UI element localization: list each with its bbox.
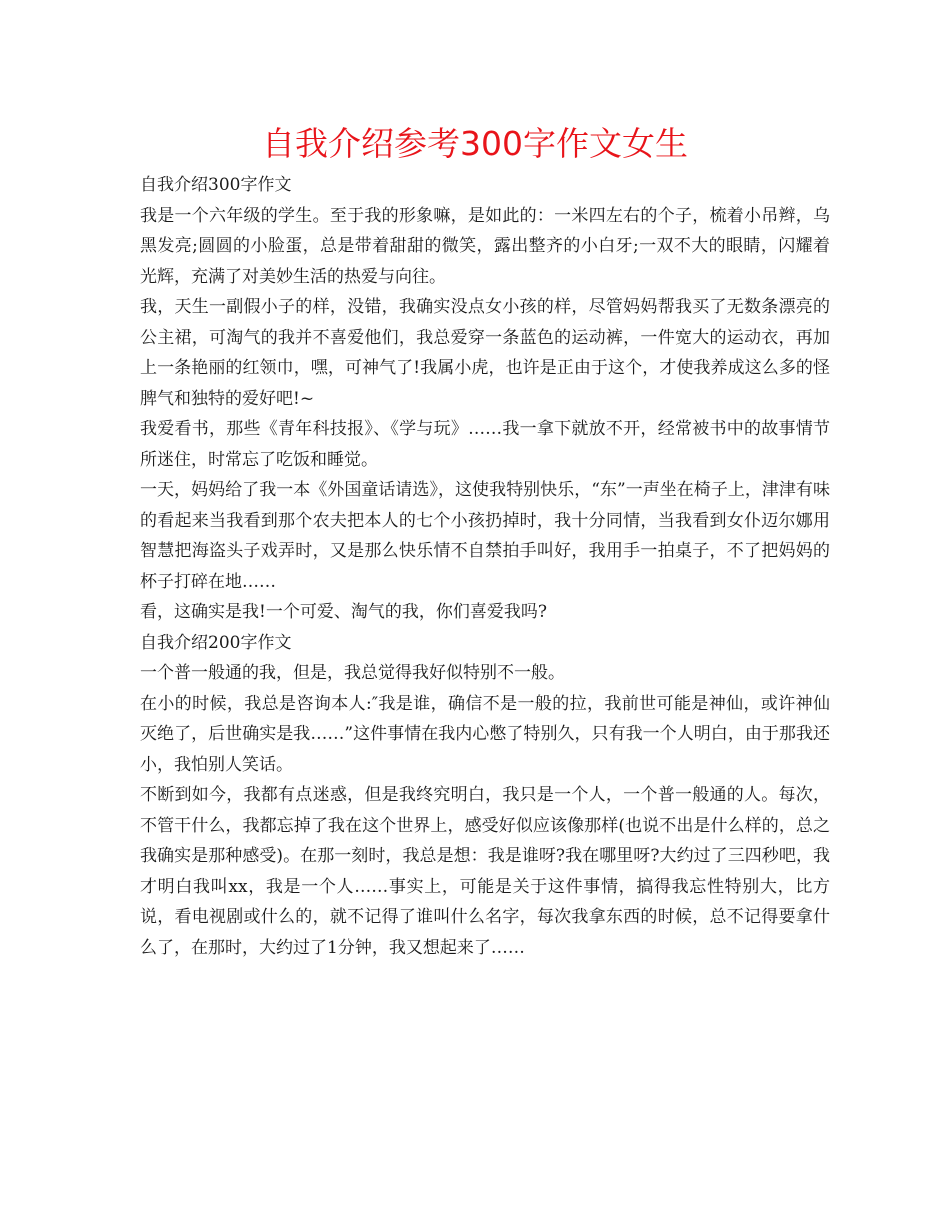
document-body [140, 170, 830, 963]
section-heading-300: 自我介绍300字作文 [140, 175, 292, 195]
paragraph-tomboy: 我，天生一副假小子的样，没错，我确实没点女小孩的样，尽管妈妈帮我买了无数条漂亮的公主裙，可淘气的我并不喜爱他们，我总爱穿一条蓝色的运动裤，一件宽大的运动衣，再加上一条艳丽的红领巾，嘿，可神气了!我属小虎，也许是正由于这个，才使我养成这么多的怪脾气和独特的爱好吧!~ [140, 297, 830, 409]
paragraph-childhood: 在小的时候，我总是咨询本人:″我是谁，确信不是一般的拉，我前世可能是神仙，或许神仙灭绝了，后世确实是我……”这件事情在我内心憋了特别久，只有我一个人明白，由于那我还小，我怕别人笑话。 [140, 693, 830, 775]
paragraph-fairy-tales: 一天，妈妈给了我一本《外国童话请选》，这使我特别快乐，“东”一声坐在椅子上，津津有味的看起来当我看到那个农夫把本人的七个小孩扔掉时，我十分同情，当我看到女仆迈尔娜用智慧把海盗头子戏弄时，又是那么快乐情不自禁拍手叫好，我用手一拍桌子，不了把妈妈的杯子打碎在地…… [140, 480, 830, 592]
paragraph-reading: 我爱看书，那些《青年科技报》、《学与玩》……我一拿下就放不开，经常被书中的故事情节所迷住，时常忘了吃饭和睡觉。 [140, 419, 830, 470]
paragraph-closing: 看，这确实是我!一个可爱、淘气的我，你们喜爱我吗? [140, 602, 547, 622]
document-title: 自我介绍参考300字作文女生 [262, 124, 688, 163]
paragraph-appearance: 我是一个六年级的学生。至于我的形象嘛，是如此的：一米四左右的个子，梳着小吊辫，乌黑发亮;圆圆的小脸蛋，总是带着甜甜的微笑，露出整齐的小白牙;一双不大的眼睛，闪耀着光辉，充满了对美妙生活的热爱与向往。 [140, 205, 830, 287]
paragraph-ordinary: 一个普一般通的我，但是，我总觉得我好似特别不一般。 [140, 663, 565, 683]
paragraph-confusion: 不断到如今，我都有点迷惑，但是我终究明白，我只是一个人，一个普一般通的人。每次，不管干什么，我都忘掉了我在这个世界上，感受好似应该像那样(也说不出是什么样的，总之我确实是那种感受)。在那一刻时，我总是想：我是谁呀?我在哪里呀?大约过了三四秒吧，我才明白我叫xx，我是一个人……事实上，可能是关于这件事情，搞得我忘性特别大，比方说，看电视剧或什么的，就不记得了谁叫什么名字，每次我拿东西的时候，总不记得要拿什么了，在那时，大约过了1分钟，我又想起来了…… [140, 785, 830, 958]
section-heading-200: 自我介绍200字作文 [140, 632, 292, 653]
